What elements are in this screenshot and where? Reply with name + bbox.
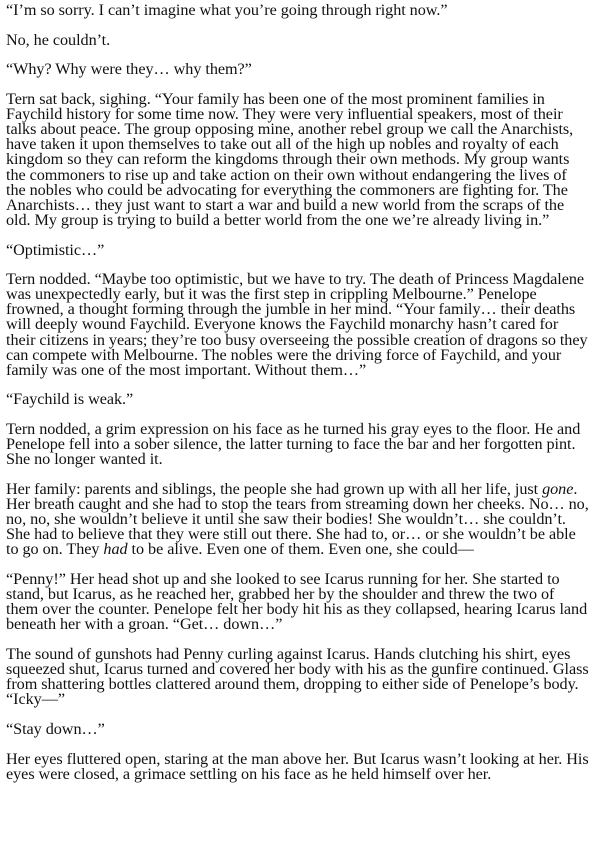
text-run: The sound of gunshots had Penny curling against Icarus. Hands clutching his shirt, eyes squeezed shut, Icarus turned and covered her body with his as the gunfire continued. Glass from shattering bottles clattered around them, dropping to either side of Penelope’s body. “Icky—” xyxy=(6,645,589,709)
paragraph xyxy=(6,92,589,228)
paragraph xyxy=(6,722,589,737)
text-run: “Penny!” Her head shot up and she looked to see Icarus running for her. She started to stand, but Icarus, as he reached her, grabbed her by the shoulder and threw the two of them over the counter. Penelope felt her body hit his as they collapsed, hearing Icarus land beneath her with a groan. “Get… down…” xyxy=(6,570,588,634)
paragraph xyxy=(6,392,589,407)
paragraph xyxy=(6,647,589,707)
paragraph xyxy=(6,30,589,49)
text-run: to be alive. Even one of them. Even one, she could— xyxy=(127,540,474,559)
italic-text: had xyxy=(103,540,128,559)
paragraph xyxy=(6,422,589,467)
text-run: Her family: parents and siblings, the people she had grown up with all her life, just xyxy=(6,480,543,498)
text-run: “Why? Why were they… why them?” xyxy=(6,60,252,79)
paragraph xyxy=(6,3,589,18)
text-run: Her eyes fluttered open, staring at the man above her. But Icarus wasn’t looking at her. His eyes were closed, a grimace settling on his face as he held himself over her. xyxy=(6,749,589,783)
text-run: . Her breath caught and she had to stop the tears from streaming down her cheeks. No… no, no, no, she wouldn’t believe it until she saw their bodies! She wouldn’t… she couldn’t. She had to believe that they were still out there. She had to, or… or she wouldn’t be able to go on. They xyxy=(6,480,589,559)
paragraph xyxy=(6,482,589,557)
paragraph xyxy=(6,272,589,378)
text-run: “Faychild is weak.” xyxy=(6,390,134,409)
paragraph xyxy=(6,572,589,632)
text-run: “I’m so sorry. I can’t imagine what you’re going through right now.” xyxy=(6,1,448,19)
text-run: “Stay down…” xyxy=(6,720,105,738)
paragraph xyxy=(6,62,589,77)
text-run: “Optimistic…” xyxy=(6,240,105,259)
text-run: Tern nodded, a grim expression on his face as he turned his gray eyes to the floor. He and Penelope fell into a sober silence, the latter turning to face the bar and her forgotten pint. She no longer wanted it. xyxy=(6,420,581,469)
paragraph xyxy=(6,240,589,259)
text-run: Tern nodded. “Maybe too optimistic, but we have to try. The death of Princess Magdalene was unexpectedly early, but it was the first step in crippling Melbourne.” Penelope frowned, a thought forming through the jumble in her mind. “Your family… their deaths will deeply wound Faychild. Everyone knows the Faychild monarchy hasn’t cared for their citizens in years; they’re too busy overseeing the possible creation of dragons so they can compete with Melbourne. The nobles were the driving force of Faychild, and your family was one of the most important. Without them…” xyxy=(6,270,588,379)
text-run: No, he couldn’t. xyxy=(6,30,111,49)
paragraph xyxy=(6,749,589,783)
text-run: Tern sat back, sighing. “Your family has been one of the most prominent families in Faychild history for some time now. They were very influential speakers, most of their talks about peace. The group opposing mine, another rebel group we call the Anarchists, have taken it upon themselves to take out all of the high up nobles and royalty of each kingdom so they can reform the kingdoms through their own methods. My group wants the commoners to rise up and take action on their own without endangering the lives of the nobles who could be advocating for everything the commoners are fighting for. The Anarchists… they just want to start a war and build a new world from the scraps of the old. My group is trying to build a better world from the one we’re already living in.” xyxy=(6,90,574,229)
italic-text: gone xyxy=(542,480,574,498)
